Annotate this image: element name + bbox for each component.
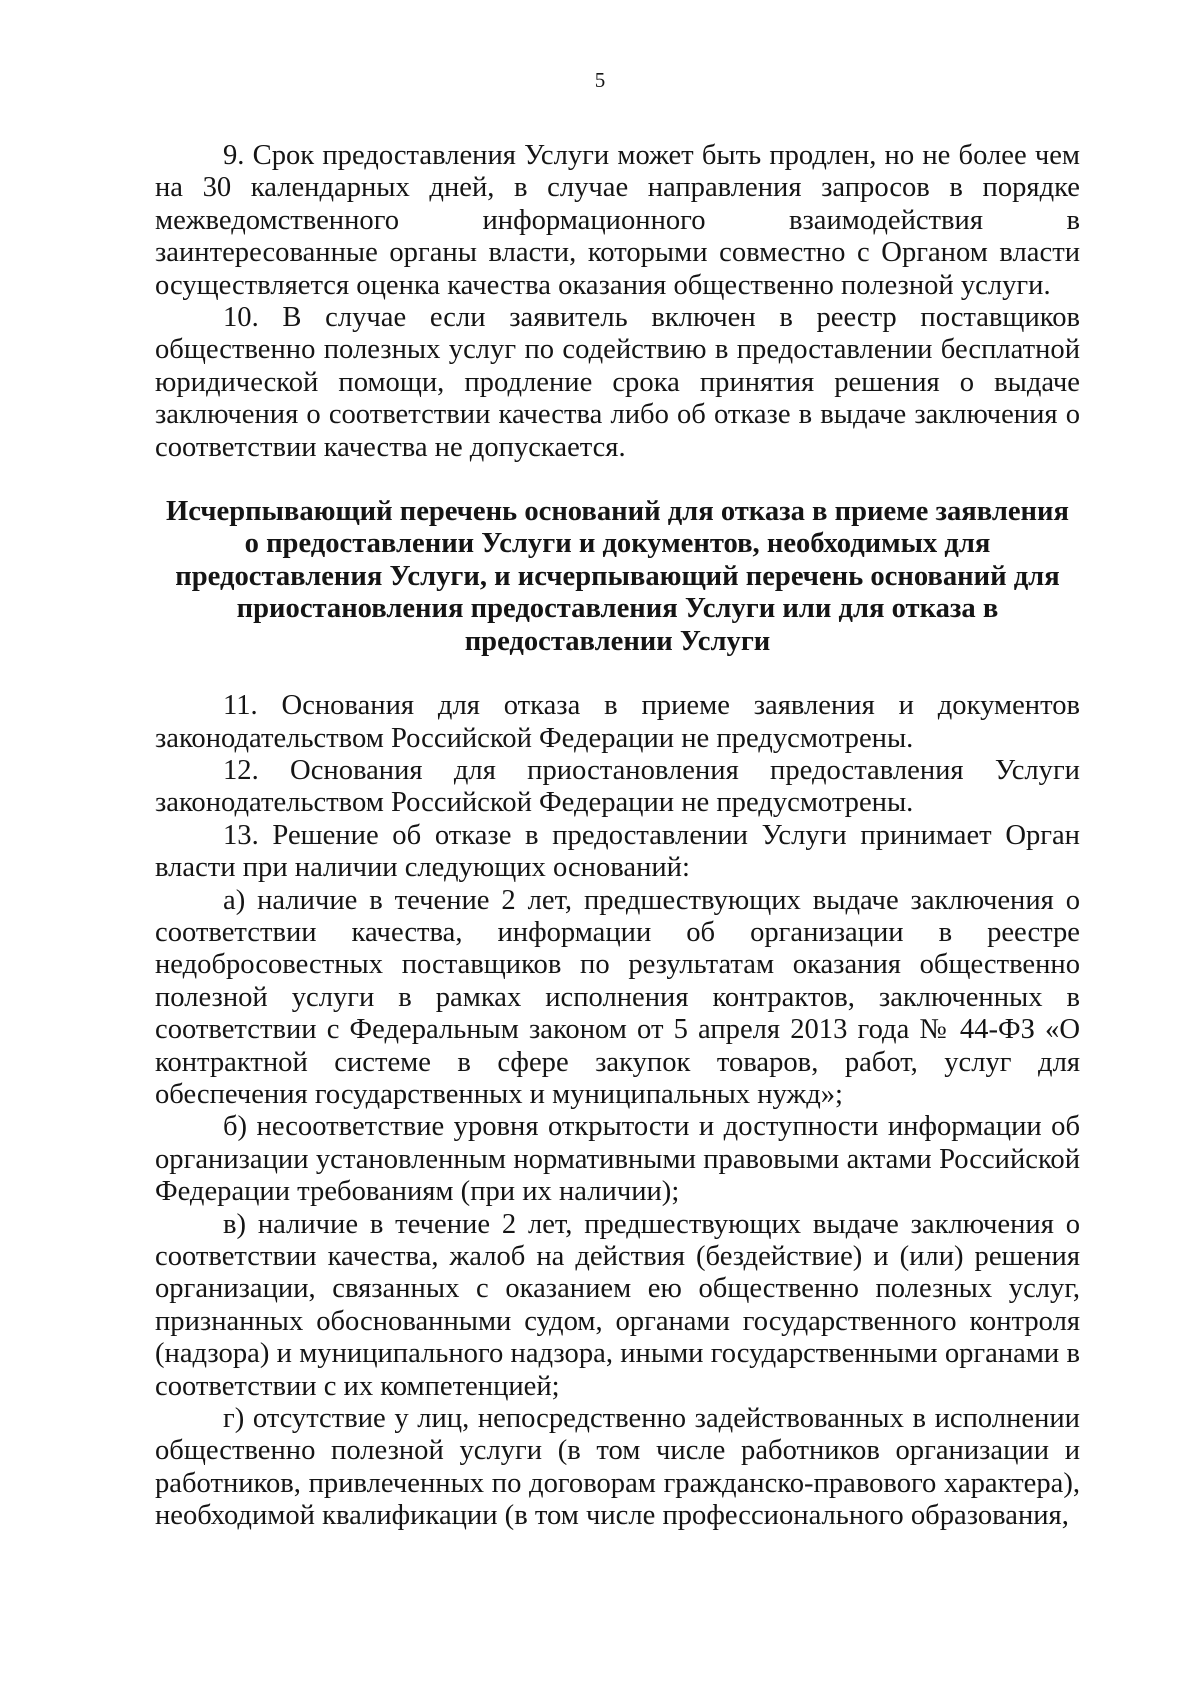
section-heading-line: Исчерпывающий перечень оснований для отказа в приеме заявления bbox=[166, 496, 1069, 528]
paragraph-11: 11. Основания для отказа в приеме заявления и документов законодательством Российской Федерации не предусмотрены. bbox=[155, 690, 1080, 754]
section-heading-line: о предоставлении Услуги и документов, необходимых для bbox=[244, 528, 991, 560]
subitem-b: б) несоответствие уровня открытости и доступности информации об организации установленным нормативными правовыми актами Российской Федерации требованиям (при их наличии); bbox=[155, 1111, 1080, 1208]
document-body bbox=[155, 140, 1080, 1533]
section-heading-line: приостановления предоставления Услуги или для отказа в bbox=[236, 593, 999, 625]
section-heading-line: предоставления Услуги, и исчерпывающий перечень оснований для bbox=[175, 560, 1060, 592]
subitem-g: г) отсутствие у лиц, непосредственно задействованных в исполнении общественно полезной услуги (в том числе работников организации и работников, привлеченных по договорам гражданско-правового характера), необходимой квалификации (в том числе профессионального образования, bbox=[155, 1403, 1080, 1532]
paragraph-9: 9. Срок предоставления Услуги может быть продлен, но не более чем на 30 календарных дней, в случае направления запросов в порядке межведомственного информационного взаимодействия в заинтересованные органы власти, которыми совместно с Органом власти осуществляется оценка качества оказания общественно полезной услуги. bbox=[155, 140, 1080, 301]
paragraph-13: 13. Решение об отказе в предоставлении Услуги принимает Орган власти при наличии следующих оснований: bbox=[155, 819, 1080, 884]
section-heading bbox=[155, 496, 1080, 658]
subitem-v: в) наличие в течение 2 лет, предшествующих выдаче заключения о соответствии качества, жалоб на действия (бездействие) и (или) решения организации, связанных с оказанием ею общественно полезных услуг, признанных обоснованными судом, органами государственного контроля (надзора) и муниципального надзора, иными государственными органами в соответствии с их компетенцией; bbox=[155, 1208, 1080, 1402]
page-number: 5 bbox=[594, 68, 606, 92]
paragraph-10: 10. В случае если заявитель включен в реестр поставщиков общественно полезных услуг по содействию в предоставлении бесплатной юридической помощи, продление срока принятия решения о выдаче заключения о соответствии качества либо об отказе в выдаче заключения о соответствии качества не допускается. bbox=[155, 302, 1080, 463]
section-heading-line: предоставлении Услуги bbox=[464, 625, 771, 657]
paragraph-12: 12. Основания для приостановления предоставления Услуги законодательством Российской Федерации не предусмотрены. bbox=[155, 754, 1080, 819]
subitem-a: а) наличие в течение 2 лет, предшествующих выдаче заключения о соответствии качества, информации об организации в реестре недобросовестных поставщиков по результатам оказания общественно полезной услуги в рамках исполнения контрактов, заключенных в соответствии с Федеральным законом от 5 апреля 2013 года № 44-ФЗ «О контрактной системе в сфере закупок товаров, работ, услуг для обеспечения государственных и муниципальных нужд»; bbox=[155, 884, 1080, 1110]
